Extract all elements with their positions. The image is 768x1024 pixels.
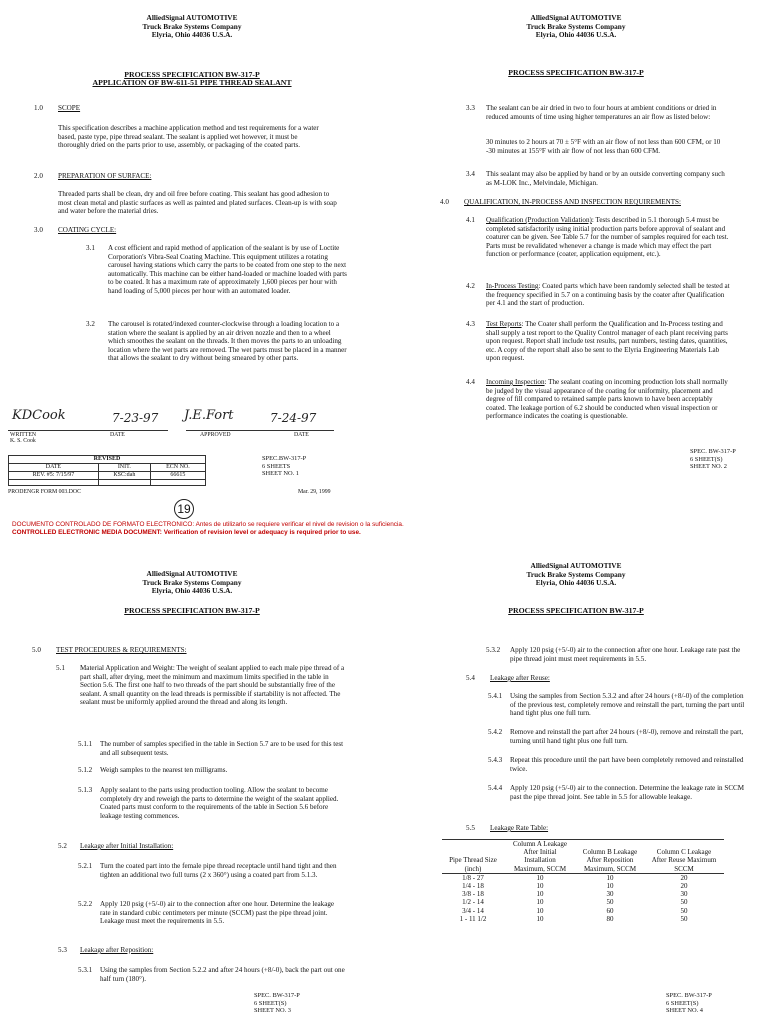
approved-date-label: DATE <box>294 432 309 438</box>
table-cell: 50 <box>680 906 688 915</box>
division-name: Truck Brake Systems Company <box>142 21 242 31</box>
spec-number: SPEC. BW-317-P <box>254 992 300 999</box>
revision-table <box>8 455 206 486</box>
written-label: WRITTEN <box>10 432 37 438</box>
drying-conditions: 30 minutes to 2 hours at 70 ± 5°F with an air flow of not less than 600 CFM, or 10 -30 minutes at 155°F with air flow of not less than 600 CFM. <box>486 138 721 155</box>
division-name: Truck Brake Systems Company <box>142 577 242 587</box>
sheet-count: 6 SHEET(S) <box>666 999 699 1007</box>
company-name: AlliedSignal AUTOMOTIVE <box>530 561 622 570</box>
subsection-text: The number of samples specified in the table in Section 5.7 are to be used for this test and all subsequent tests. <box>100 740 344 757</box>
application-title: APPLICATION OF BW-611-51 PIPE THREAD SEALANT <box>92 78 292 87</box>
table-cell: 50 <box>606 898 614 907</box>
subsection-title: Leakage after Initial Installation: <box>80 842 174 850</box>
approved-date: 7-24-97 <box>270 411 317 425</box>
section-number: 5.0 <box>32 646 41 654</box>
notice-english: CONTROLLED ELECTRONIC MEDIA DOCUMENT: Verification of revision level or adequacy is required prior to use. <box>12 528 361 536</box>
subsection-text: Repeat this procedure until the part have been completely removed and reinstalled twice. <box>510 756 744 773</box>
sheet-count: 6 SHEET(S) <box>254 999 287 1007</box>
section-number: 3.0 <box>34 226 43 234</box>
table-cell: 10 <box>536 898 544 907</box>
table-header: Pipe Thread Size (inch) <box>442 840 504 874</box>
revision-ecn: 66615 <box>150 472 205 480</box>
subsection-text <box>486 378 731 421</box>
subsection-text <box>486 282 731 308</box>
table-row <box>442 915 724 923</box>
table-cell: 1/2 - 14 <box>462 898 484 907</box>
sheet-header <box>384 14 768 40</box>
sheet-3 <box>0 548 384 1024</box>
table-header: Column A Leakage After Initial Installation Maximum, SCCM <box>504 840 576 874</box>
table-cell: 10 <box>536 914 544 923</box>
subsection-body: : The Coater shall perform the Qualification and In-Process testing and shall supply a test report to the Quality Control manager of each plant receiving parts upon request. Report shall include test results, part numbers, testing dates, quantities, etc. A copy of the report shall also be sent to the Elyria Engineering Materials Lab upon request. <box>486 320 728 363</box>
table-cell: 10 <box>606 873 614 882</box>
subsection-number: 3.3 <box>466 104 475 112</box>
written-date: 7-23-97 <box>112 411 159 425</box>
subsection-title: Leakage after Reuse: <box>490 674 550 682</box>
table-row <box>442 907 724 915</box>
table-cell: 30 <box>606 890 614 899</box>
revision-header-ecn: ECN NO. <box>150 464 205 472</box>
sheet-count: 6 SHEETS <box>262 462 291 470</box>
company-name: AlliedSignal AUTOMOTIVE <box>146 13 238 22</box>
spec-sheet-box <box>666 992 712 1015</box>
leakage-rate-table-body <box>442 873 724 923</box>
company-name: AlliedSignal AUTOMOTIVE <box>146 569 238 578</box>
subsection-title: Leakage Rate Table: <box>490 824 549 832</box>
approved-signature: J.E.Fort <box>184 408 234 423</box>
table-row <box>442 882 724 890</box>
section-title: TEST PROCEDURES & REQUIREMENTS: <box>56 646 187 654</box>
written-date-label: DATE <box>110 432 125 438</box>
subsection-text: Weigh samples to the nearest ten milligrams. <box>100 766 228 774</box>
subsection-text <box>486 320 731 363</box>
revision-header-init: INIT. <box>98 464 150 472</box>
table-cell: 10 <box>536 873 544 882</box>
subsection-text: Apply 120 psig (+5/-0) air to the connection after one hour. Leakage rate past the pipe thread joint must meet requirements in 5.5. <box>510 646 741 663</box>
approved-label: APPROVED <box>200 432 231 438</box>
table-header: Column B Leakage After Reposition Maximum, SCCM <box>576 840 644 874</box>
subsection-text: A cost efficient and rapid method of application of the sealant is by use of Loctite Corporation's Vibra-Seal Coating Machine. This equipment utilizes a rotating carousel having stations which carry the parts to be coated from one step to the next automatically. This machine can be either hand-loaded or machine loaded with parts to be coated. It has a maximum rate of approximately 1,600 pieces per hour with hand loading of 5,000 pieces per hour with an automated loader. <box>108 244 347 295</box>
section-title: PREPARATION OF SURFACE: <box>58 172 152 180</box>
subsection-number: 5.3.1 <box>78 966 93 974</box>
revision-date: REV. #5: 7/15/97 <box>9 472 99 480</box>
subsection-number: 4.1 <box>466 216 475 224</box>
subsection-number: 5.3 <box>58 946 67 954</box>
leakage-rate-table <box>442 839 724 923</box>
spec-number: SPEC. BW-317-P <box>666 992 712 999</box>
subsection-title: Incoming Inspection <box>486 378 545 386</box>
table-cell: 10 <box>536 906 544 915</box>
table-cell: 10 <box>536 890 544 899</box>
company-location: Elyria, Ohio 44036 U.S.A. <box>151 586 233 596</box>
table-cell: 20 <box>680 873 688 882</box>
spec-sheet-box <box>262 455 306 478</box>
section-number: 2.0 <box>34 172 43 180</box>
table-cell: 50 <box>680 898 688 907</box>
table-cell: 80 <box>606 914 614 923</box>
table-header: Column C Leakage After Reuse Maximum SCCM <box>644 840 724 874</box>
subsection-number: 5.4.1 <box>488 692 503 700</box>
sheet-number: SHEET NO. 1 <box>262 470 299 477</box>
subsection-number: 5.5 <box>466 824 475 832</box>
section-title: COATING CYCLE: <box>58 226 117 234</box>
written-signature: KDCook <box>12 408 66 423</box>
subsection-title: Qualification (Production Validation) <box>486 216 592 224</box>
table-cell: 10 <box>606 882 614 891</box>
company-name: AlliedSignal AUTOMOTIVE <box>530 13 622 22</box>
subsection-text: Apply 120 psig (+5/-0) air to the connection after one hour. Determine the leakage rate in standard cubic centimeters per minute (SCCM) past the pipe thread joint. Leakage must meet the requirements in 5.5. <box>100 900 335 926</box>
form-id: PRODENGR FORM 003.DOC <box>8 489 81 495</box>
sheet-count: 6 SHEET(S) <box>690 455 723 463</box>
subsection-text <box>486 216 731 259</box>
table-cell: 1 - 11 1/2 <box>459 914 487 923</box>
subsection-number: 3.1 <box>86 244 95 252</box>
division-name: Truck Brake Systems Company <box>526 21 626 31</box>
table-cell: 1/4 - 18 <box>462 882 484 891</box>
subsection-number: 4.2 <box>466 282 475 290</box>
subsection-text: This sealant may also be applied by hand or by an outside converting company such as M-LOK Inc., Melvindale, Michigan. <box>486 170 725 187</box>
spec-title: PROCESS SPECIFICATION BW-317-P <box>508 606 644 615</box>
table-cell: 60 <box>606 906 614 915</box>
sheet-2 <box>384 0 768 520</box>
subsection-text: Using the samples from Section 5.3.2 and after 24 hours (+8/-0) of the completion of the previous test, completely remove and reinstall the part, turning the part until hand tight plus one full turn. <box>510 692 745 718</box>
subsection-number: 5.4 <box>466 674 475 682</box>
table-cell: 30 <box>680 890 688 899</box>
subsection-title: Leakage after Reposition: <box>80 946 154 954</box>
division-name: Truck Brake Systems Company <box>526 569 626 579</box>
subsection-text: Turn the coated part into the female pipe thread receptacle until hand tight and then tighten an additional two full turns (2 x 360°) using a coated part from 5.1.3. <box>100 862 337 879</box>
section-number: 1.0 <box>34 104 43 112</box>
table-row <box>442 890 724 898</box>
sheet-number: SHEET NO. 2 <box>690 463 727 470</box>
table-cell: 3/8 - 18 <box>462 890 484 899</box>
subsection-text: Apply 120 psig (+5/-0) air to the connection. Determine the leakage rate in SCCM past the pipe thread joint. See table in 5.5 for allowable leakage. <box>510 784 745 801</box>
subsection-number: 5.2 <box>58 842 67 850</box>
subsection-body: : Tests described in 5.1 thorough 5.4 must be completed satisfactorily using initial production parts before approval of sealant and coaturer can be given. See Table 5.7 for the number of samples required for each test. Parts must be revalidated whenever a change is made which may effect the part function or performance (coater, application equipment, etc.). <box>486 216 729 259</box>
table-cell: 20 <box>680 882 688 891</box>
spec-title: PROCESS SPECIFICATION BW-317-P <box>124 606 260 615</box>
subsection-text: The sealant can be air dried in two to four hours at ambient conditions or dried in reduced amounts of time using higher temperatures an air flow as listed below: <box>486 104 717 121</box>
revision-header-date: DATE <box>9 464 99 472</box>
approved-signature-line <box>186 430 334 431</box>
subsection-title: Test Reports <box>486 320 522 328</box>
subsection-text: Remove and reinstall the part after 24 hours (+8/-0), remove and reinstall the part, turning until hand tight plus one full turn. <box>510 728 744 745</box>
subsection-number: 5.1 <box>56 664 65 672</box>
table-cell: 1/8 - 27 <box>462 873 484 882</box>
company-location: Elyria, Ohio 44036 U.S.A. <box>151 30 233 40</box>
table-cell: 3/4 - 14 <box>462 906 484 915</box>
table-cell: 50 <box>680 914 688 923</box>
section-title: QUALIFICATION, IN-PROCESS AND INSPECTION REQUIREMENTS: <box>464 198 681 206</box>
table-row <box>442 873 724 882</box>
spec-number: SPEC. BW-317-P <box>690 448 736 455</box>
notice-spanish: DOCUMENTO CONTROLADO DE FORMATO ELECTRONICO: Antes de utilizarlo se requiere verificar el nivel de revision o la suficiencia. <box>12 521 404 528</box>
table-row <box>442 898 724 906</box>
print-date: Mar. 29, 1999 <box>298 489 331 495</box>
sheet-header <box>0 570 384 596</box>
sheet-number: SHEET NO. 4 <box>666 1007 703 1014</box>
subsection-number: 4.4 <box>466 378 475 386</box>
spec-title: PROCESS SPECIFICATION BW-317-P <box>124 70 260 79</box>
subsection-body: : Coated parts which have been randomly selected shall be tested at the frequency specified in 5.7 on a continuing basis by the coater after Qualification per 4.1 and the start of production. <box>486 282 730 308</box>
subsection-number: 5.3.2 <box>486 646 501 654</box>
spec-sheet-box <box>690 448 736 471</box>
sheet-4 <box>384 548 768 1024</box>
revision-table-title: REVISED <box>9 456 206 464</box>
table-cell: 10 <box>536 882 544 891</box>
sheet-header <box>0 14 384 40</box>
sheet-header <box>384 562 768 588</box>
written-name: K. S. Cook <box>10 438 36 444</box>
subsection-number: 5.1.2 <box>78 766 93 774</box>
company-location: Elyria, Ohio 44036 U.S.A. <box>535 30 617 40</box>
subsection-number: 3.4 <box>466 170 475 178</box>
revision-init: KSC:dah <box>98 472 150 480</box>
section-text: This specification describes a machine application method and test requirements for a water based, paste type, pipe thread sealant. The sealant is applied wet however, it must be thoroughly dried on the parts prior to use, assembly, or packaging of the coated parts. <box>58 124 319 150</box>
subsection-number: 3.2 <box>86 320 95 328</box>
section-number: 4.0 <box>440 198 449 206</box>
spec-title: PROCESS SPECIFICATION BW-317-P <box>508 68 644 77</box>
section-title: SCOPE <box>58 104 81 112</box>
written-signature-line <box>8 430 168 431</box>
sheet-number: SHEET NO. 3 <box>254 1007 291 1014</box>
subsection-text: The carousel is rotated/indexed counter-clockwise through a loading location to a station where the sealant is applied by an air driven nozzle and then to a wheel which smoothes the sealant on the threads. It then moves the parts to an unloading location where the wet parts are removed. The wet parts must be placed in a manner that allows the sealant to dry without being smeared by other parts. <box>108 320 347 363</box>
spec-number: SPEC.BW-317-P <box>262 455 307 462</box>
controlled-document-notice <box>12 521 768 536</box>
subsection-body: : The sealant coating on incoming production lots shall normally be judged by the visual appearance of the coating for uniformity, placement and degree of fill compared to retained sample parts known to have been acceptably coated. The leakage portion of 6.2 should be conducted when visual inspection or performance indicates the coating is questionable. <box>486 378 728 421</box>
company-location: Elyria, Ohio 44036 U.S.A. <box>535 578 617 588</box>
subsection-number: 4.3 <box>466 320 475 328</box>
subsection-text: Using the samples from Section 5.2.2 and after 24 hours (+8/-0), back the part out one half turn (180°). <box>100 966 345 983</box>
subsection-number: 5.4.3 <box>488 756 503 764</box>
subsection-number: 5.4.2 <box>488 728 503 736</box>
subsection-number: 5.2.2 <box>78 900 93 908</box>
subsection-number: 5.2.1 <box>78 862 93 870</box>
section-text: Threaded parts shall be clean, dry and oil free before coating. This sealant has good adhesion to most clean metal and plastic surfaces as well as painted and plated surfaces. Clean-up is with soap and water before the material dries. <box>58 190 337 216</box>
subsection-text: Material Application and Weight: The weight of sealant applied to each male pipe thread of a part shall, after drying, meet the minimum and maximum limits specified in the table in Section 5.6. The first one half to two threads of the part should be substantially free of the sealant. A small quantity on the lead threads is permissible if startability is not affected. The sealant must be uniformly applied around the thread and along its length. <box>80 664 345 707</box>
subsection-number: 5.1.1 <box>78 740 93 748</box>
spec-sheet-box <box>254 992 300 1015</box>
page-stamp: 19 <box>174 499 194 519</box>
subsection-number: 5.1.3 <box>78 786 93 794</box>
sheet-1 <box>0 0 384 520</box>
subsection-number: 5.4.4 <box>488 784 503 792</box>
subsection-text: Apply sealant to the parts using production tooling. Allow the sealant to become completely dry and reweigh the parts to determine the weight of the sealant applied. Coated parts must conform to the requirements of the table in Section 5.6 before leakage testing commences. <box>100 786 339 820</box>
subsection-title: In-Process Testing <box>486 282 539 290</box>
